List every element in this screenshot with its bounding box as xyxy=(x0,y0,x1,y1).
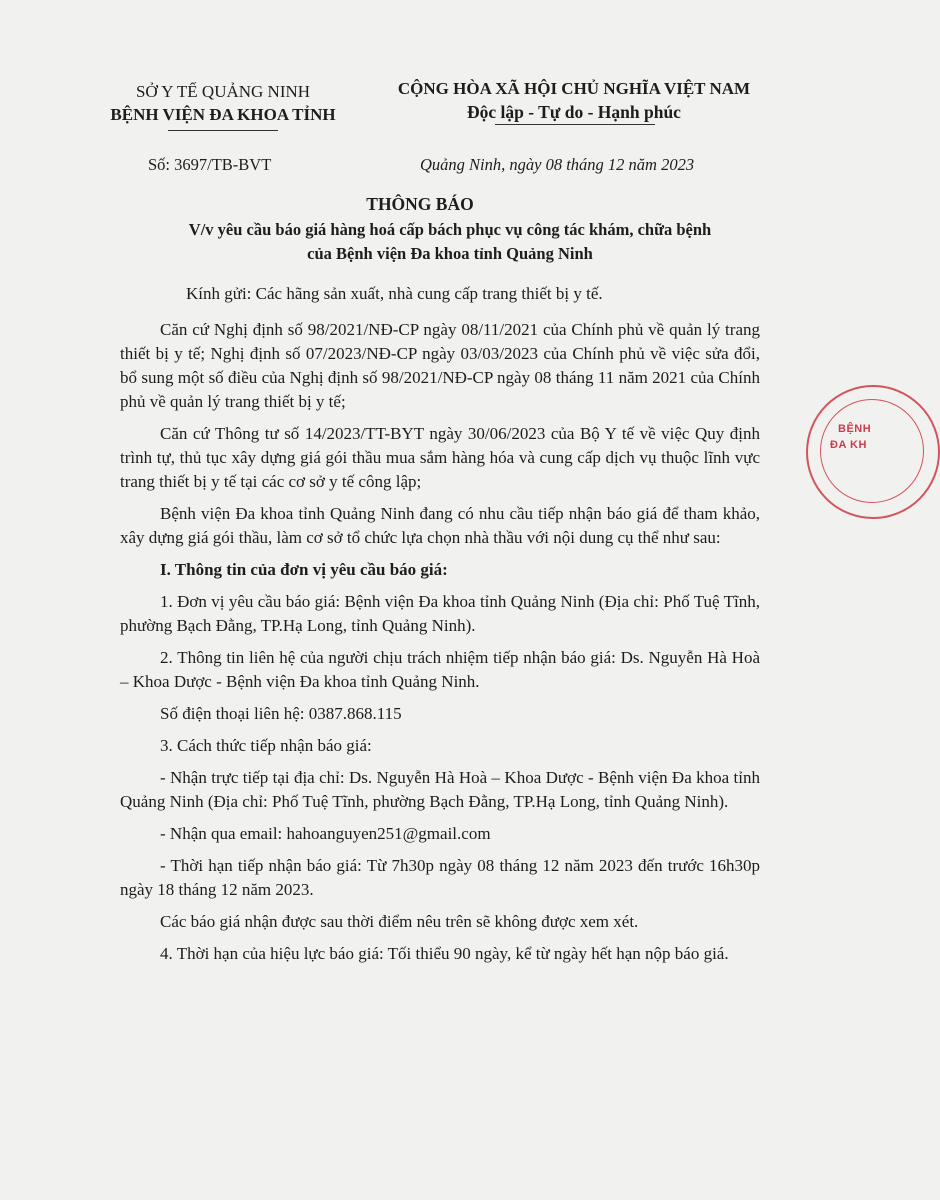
paragraph-legal-basis-1: Căn cứ Nghị định số 98/2021/NĐ-CP ngày 08/11/2021 của Chính phủ về quản lý trang thiết bị y tế; Nghị định số 07/2023/NĐ-CP ngày 03/03/2023 của Chính phủ về việc sửa đổi, bổ sung một số điều của Nghị định số 98/2021/NĐ-CP ngày 08 tháng 11 năm 2021 của Chính phủ về quản lý trang thiết bị y tế; xyxy=(120,320,760,411)
paragraph-purpose: Bệnh viện Đa khoa tỉnh Quảng Ninh đang có nhu cầu tiếp nhận báo giá để tham khảo, xây dựng giá gói thầu, làm cơ sở tổ chức lựa chọn nhà thầu với nội dung cụ thể như sau: xyxy=(120,504,760,547)
seal-text-1: BỆNH xyxy=(838,423,872,435)
paragraph-receipt-method: 3. Cách thức tiếp nhận báo giá: xyxy=(160,736,372,755)
paragraph-contact-person: 2. Thông tin liên hệ của người chịu trách nhiệm tiếp nhận báo giá: Ds. Nguyễn Hà Hoà – Khoa Dược - Bệnh viện Đa khoa tỉnh Quảng Ninh. xyxy=(120,648,760,691)
org-department: SỞ Y TẾ QUẢNG NINH xyxy=(135,82,311,101)
paragraph-requesting-unit: 1. Đơn vị yêu cầu báo giá: Bệnh viện Đa khoa tỉnh Quảng Ninh (Địa chỉ: Phố Tuệ Tĩnh, phường Bạch Đằng, TP.Hạ Long, tỉnh Quảng Ninh). xyxy=(120,592,760,635)
section-heading-1: I. Thông tin của đơn vị yêu cầu báo giá: xyxy=(160,560,448,579)
paragraph-receipt-email: - Nhận qua email: hahoanguyen251@gmail.com xyxy=(160,824,491,843)
greeting: Kính gửi: Các hãng sản xuất, nhà cung cấp trang thiết bị y tế. xyxy=(186,284,603,303)
org-hospital: BỆNH VIỆN ĐA KHOA TỈNH xyxy=(110,105,336,124)
paragraph-validity: 4. Thời hạn của hiệu lực báo giá: Tối thiểu 90 ngày, kể từ ngày hết hạn nộp báo giá. xyxy=(160,944,729,963)
document-number: Số: 3697/TB-BVT xyxy=(148,155,272,174)
red-seal-stamp xyxy=(806,385,940,519)
seal-text-2: ĐA KH xyxy=(830,439,867,451)
seal-inner-ring xyxy=(820,399,924,503)
motto-underline xyxy=(495,124,655,125)
paragraph-phone: Số điện thoại liên hệ: 0387.868.115 xyxy=(160,704,402,723)
org-underline xyxy=(168,130,278,131)
document-subject xyxy=(150,218,750,266)
document-title: THÔNG BÁO xyxy=(366,194,474,214)
paragraph-late-notice: Các báo giá nhận được sau thời điểm nêu trên sẽ không được xem xét. xyxy=(160,912,639,931)
paragraph-receipt-direct: - Nhận trực tiếp tại địa chỉ: Ds. Nguyễn Hà Hoà – Khoa Dược - Bệnh viện Đa khoa tỉnh Quảng Ninh (Địa chỉ: Phố Tuệ Tĩnh, phường Bạch Đằng, TP.Hạ Long, tỉnh Quảng Ninh). xyxy=(120,768,760,811)
document-body xyxy=(120,318,760,974)
paragraph-deadline: - Thời hạn tiếp nhận báo giá: Từ 7h30p ngày 08 tháng 12 năm 2023 đến trước 16h30p ngày 18 tháng 12 năm 2023. xyxy=(120,856,760,899)
paragraph-legal-basis-2: Căn cứ Thông tư số 14/2023/TT-BYT ngày 30/06/2023 của Bộ Y tế về việc Quy định trình tự, thủ tục xây dựng giá gói thầu mua sắm hàng hóa và cung cấp dịch vụ thuộc lĩnh vực trang thiết bị y tế tại các cơ sở y tế công lập; xyxy=(120,424,760,491)
nation-motto: Độc lập - Tự do - Hạnh phúc xyxy=(467,102,681,122)
national-header xyxy=(372,78,776,124)
nation-name: CỘNG HÒA XÃ HỘI CHỦ NGHĨA VIỆT NAM xyxy=(397,79,751,98)
subject-line-1: V/v yêu cầu báo giá hàng hoá cấp bách phục vụ công tác khám, chữa bệnh xyxy=(188,220,712,239)
issuing-organization xyxy=(92,80,354,126)
place-date: Quảng Ninh, ngày 08 tháng 12 năm 2023 xyxy=(420,155,695,174)
subject-line-2: của Bệnh viện Đa khoa tỉnh Quảng Ninh xyxy=(307,244,593,263)
